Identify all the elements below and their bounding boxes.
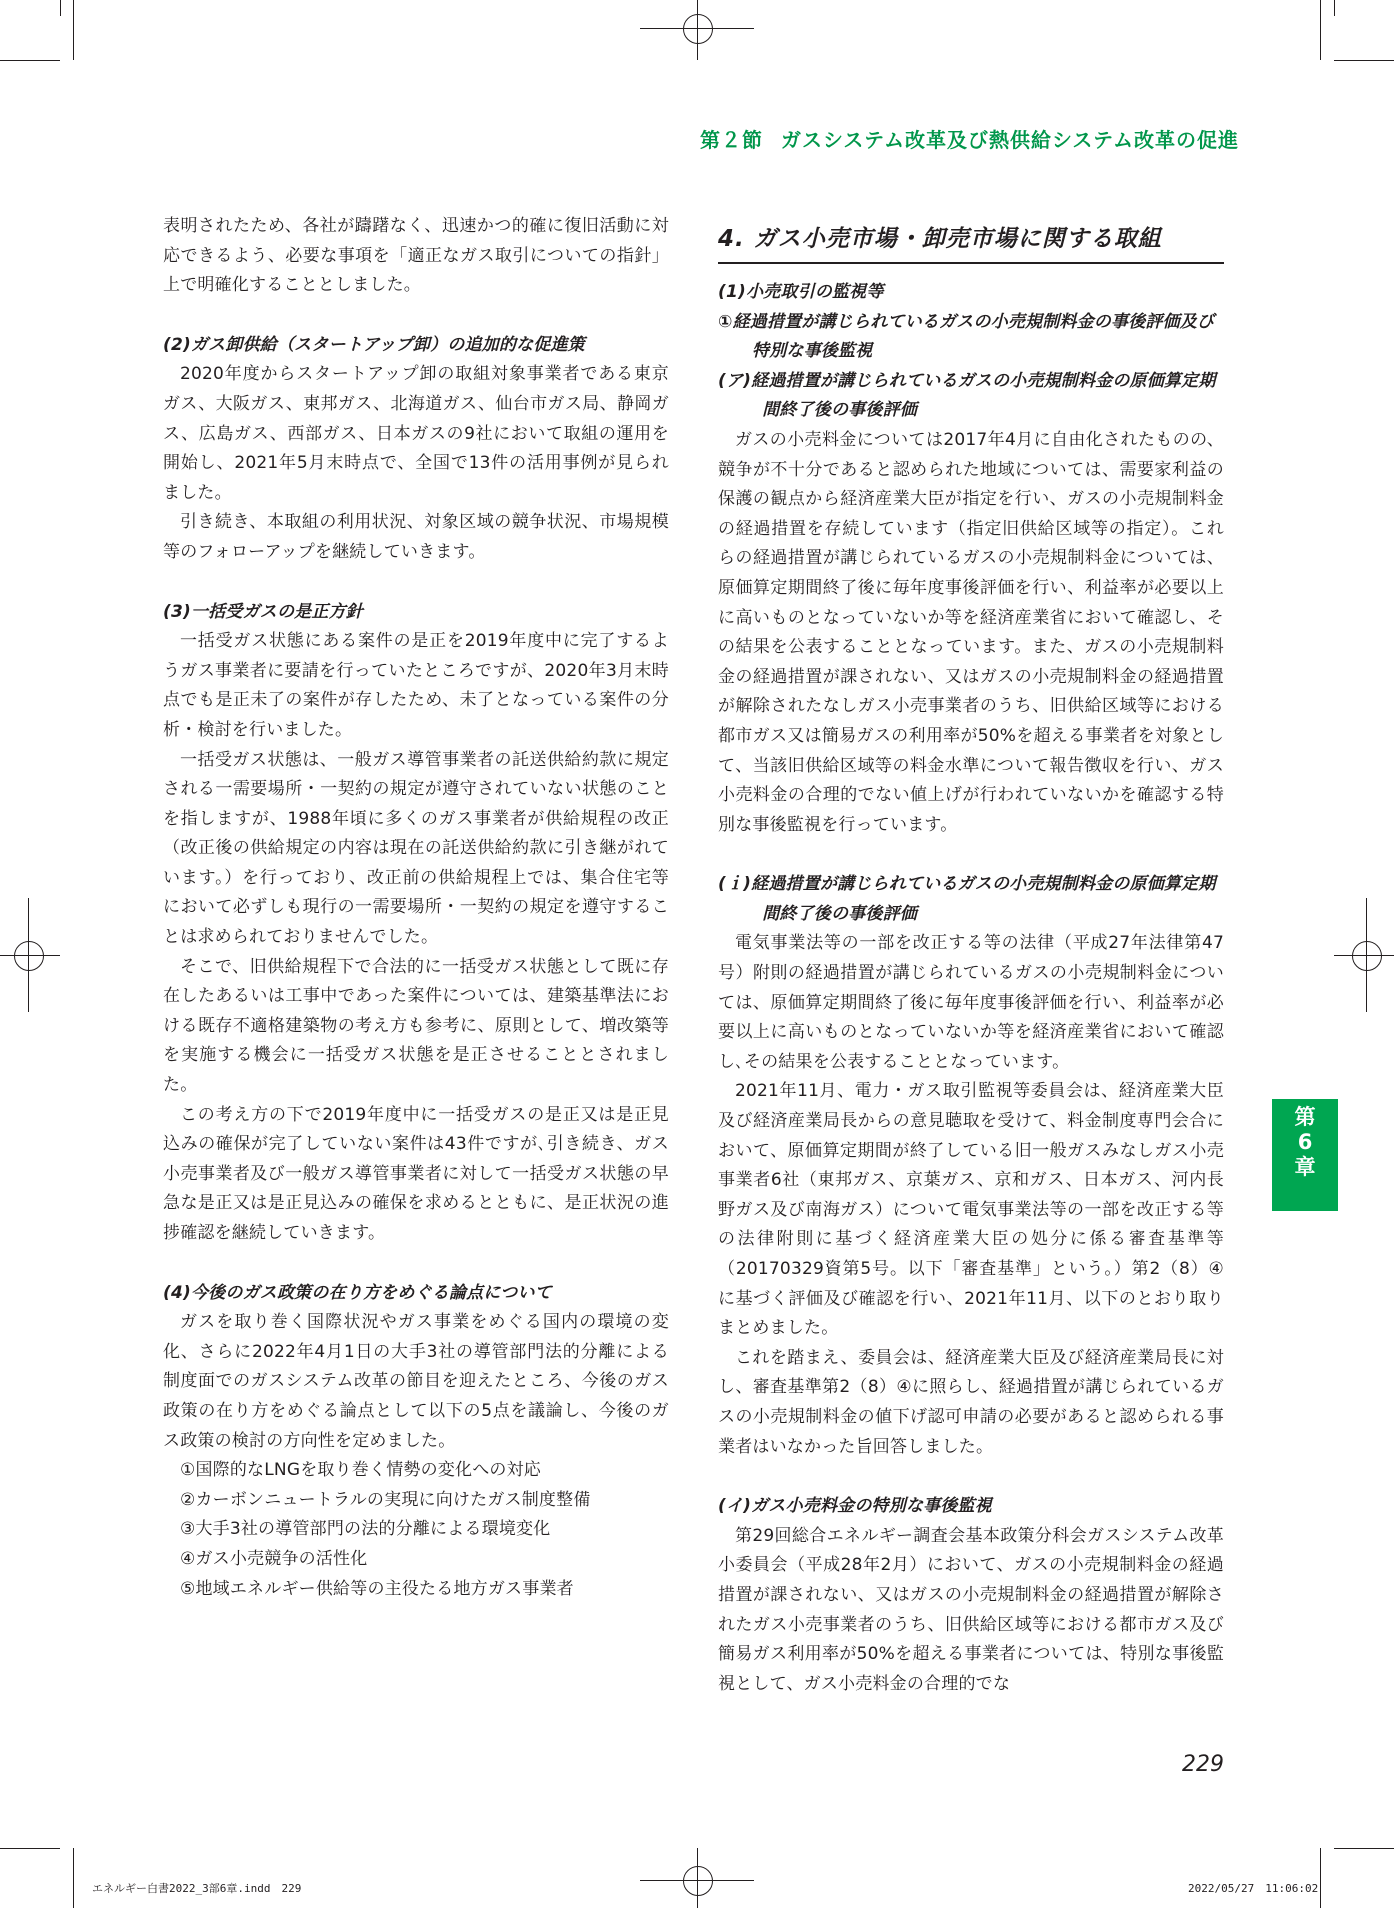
paragraph: 2021年11月、電力・ガス取引監視等委員会は、経済産業大臣及び経済産業局長からの意見聴取を受けて、料金制度専門会合において、原価算定期間が終了している旧一般ガスみなしガス小売事業者6社（東邦ガス、京葉ガス、京和ガス、日本ガス、河内長野ガス及び南海ガス）について電気事業法等の一部を改正する等の法律附則に基づく経済産業大臣の処分に係る審査基準等（20170329資第5号。以下「審査基準」という。）第2（8）④に基づく評価及び確認を行い、2021年11月、以下のとおり取りまとめました。 [718, 1081, 1224, 1339]
chapter-tab [1272, 1099, 1338, 1211]
paragraph: そこで、旧供給規程下で合法的に一括受ガス状態として既に存在したあるいは工事中であった案件については、建築基準法における既存不適格建築物の考え方も参考に、原則として、増改築等を実施する機会に一括受ガス状態を是正させることとされました。 [163, 956, 669, 1096]
list-item: ④ガス小売競争の活性化 [180, 1548, 368, 1569]
subheading: (ｉ)経過措置が講じられているガスの小売規制料金の原価算定期間終了後の事後評価 [718, 874, 1216, 924]
paragraph: 引き続き、本取組の利用状況、対象区域の競争状況、市場規模等のフォローアップを継続していきます。 [163, 512, 669, 562]
paragraph: 電気事業法等の一部を改正する等の法律（平成27年法律第47号）附則の経過措置が講じられているガスの小売規制料金については、原価算定期間終了後に毎年度事後評価を行い、利益率が必要以上に高いものとなっていないか等を経済産業省において確認し､その結果を公表することとなっています。 [718, 933, 1224, 1072]
left-column [163, 212, 669, 1604]
right-column [718, 222, 1224, 1699]
paragraph: 2020年度からスタートアップ卸の取組対象事業者である東京ガス、大阪ガス、東邦ガス、北海道ガス、仙台市ガス局、静岡ガス、広島ガス、西部ガス、日本ガスの9社において取組の運用を開始し、2021年5月末時点で、全国で13件の活用事例が見られました。 [163, 364, 669, 503]
section-title: ガスシステム改革及び熱供給システム改革の促進 [781, 128, 1239, 152]
list-item: ⑤地域エネルギー供給等の主役たる地方ガス事業者 [180, 1578, 574, 1599]
slug-file: エネルギー白書2022_3部6章.indd 229 [92, 1882, 302, 1895]
section-heading-3: (3)一括受ガスの是正方針 [163, 601, 363, 622]
paragraph: ガスを取り巻く国際状況やガス事業をめぐる国内の環境の変化、さらに2022年4月1日の大手3社の導管部門法的分離による制度面でのガスシステム改革の節目を迎えたところ、今後のガス政策の在り方をめぐる論点として以下の5点を議論し、今後のガス政策の検討の方向性を定めました。 [163, 1312, 669, 1451]
section-number: 第２節 [700, 128, 763, 152]
list-item: ①国際的なLNGを取り巻く情勢の変化への対応 [180, 1460, 542, 1481]
chapter-tab-text: 第 [1294, 1105, 1316, 1129]
paragraph: この考え方の下で2019年度中に一括受ガスの是正又は是正見込みの確保が完了していない案件は43件ですが､引き続き、ガス小売事業者及び一般ガス導管事業者に対して一括受ガス状態の早急な是正又は是正見込みの確保を求めるとともに、是正状況の進捗確認を継続していきます。 [163, 1104, 669, 1243]
subheading: (ア)経過措置が講じられているガスの小売規制料金の原価算定期間終了後の事後評価 [718, 370, 1216, 421]
chapter-tab-number: 6 [1297, 1130, 1313, 1154]
page-number: 229 [1182, 1752, 1224, 1777]
slug-date: 2022/05/27 11:06:02 [1188, 1882, 1319, 1895]
subheading: ①経過措置が講じられているガスの小売規制料金の事後評価及び特別な事後監視 [718, 311, 1215, 362]
section-heading-2: (2)ガス卸供給（スタートアップ卸）の追加的な促進策 [163, 334, 585, 355]
paragraph: ガスの小売料金については2017年4月に自由化されたものの、競争が不十分であると認められた地域については、需要家利益の保護の観点から経済産業大臣が指定を行い、ガスの小売規制料金の経過措置を存続しています（指定旧供給区域等の指定）。これらの経過措置が講じられているガスの小売規制料金については、原価算定期間終了後に毎年度事後評価を行い、利益率が必要以上に高いものとなっていないか等を経済産業省において確認し、その結果を公表することとなっています。また、ガスの小売規制料金の経過措置が課されない、又はガスの小売規制料金の経過措置が解除されたなしガス小売事業者のうち、旧供給区域等における都市ガス又は簡易ガスの利用率が50%を超える事業者を対象として、当該旧供給区域等の料金水準について報告徴収を行い、ガス小売料金の合理的でない値上げが行われていないかを確認する特別な事後監視を行っています。 [718, 429, 1224, 835]
section-heading-4: (4)今後のガス政策の在り方をめぐる論点について [163, 1282, 552, 1303]
paragraph: これを踏まえ、委員会は、経済産業大臣及び経済産業局長に対し、審査基準第2（8）④に照らし、経過措置が講じられているガスの小売規制料金の値下げ認可申請の必要があると認められる事業者はいなかった旨回答しました。 [718, 1347, 1224, 1457]
subheading: (1)小売取引の監視等 [718, 282, 884, 302]
paragraph: 第29回総合エネルギー調査会基本政策分科会ガスシステム改革小委員会（平成28年2月）において、ガスの小売規制料金の経過措置が課されない、又はガスの小売規制料金の経過措置が解除されたガス小売事業者のうち、旧供給区域等における都市ガス及び簡易ガス利用率が50%を超える事業者については、特別な事後監視として、ガス小売料金の合理的でな [718, 1525, 1224, 1694]
subheading: (イ)ガス小売料金の特別な事後監視 [718, 1496, 992, 1517]
chapter-tab-text: 章 [1294, 1155, 1316, 1179]
intro-paragraph: 表明されたため、各社が躊躇なく、迅速かつ的確に復旧活動に対応できるよう、必要な事項を「適正なガス取引についての指針」上で明確化することとしました。 [163, 216, 669, 296]
list-item: ③大手3社の導管部門の法的分離による環境変化 [180, 1519, 551, 1540]
paragraph: 一括受ガス状態は、一般ガス導管事業者の託送供給約款に規定される一需要場所・一契約の規定が遵守されていない状態のことを指しますが、1988年頃に多くのガス事業者が供給規程の改正（改正後の供給規定の内容は現在の託送供給約款に引き継がれています。）を行っており、改正前の供給規程上では、集合住宅等において必ずしも現行の一需要場所・一契約の規定を遵守することは求められておりませんでした。 [163, 749, 669, 948]
main-heading: 4. ガス小売市場・卸売市場に関する取組 [718, 222, 1224, 264]
list-item: ②カーボンニュートラルの実現に向けたガス制度整備 [180, 1489, 591, 1510]
paragraph: 一括受ガス状態にある案件の是正を2019年度中に完了するようガス事業者に要請を行っていたところですが、2020年3月末時点でも是正未了の案件が存したため、未了となっている案件の分析・検討を行いました。 [163, 631, 669, 740]
running-header [700, 124, 1239, 153]
